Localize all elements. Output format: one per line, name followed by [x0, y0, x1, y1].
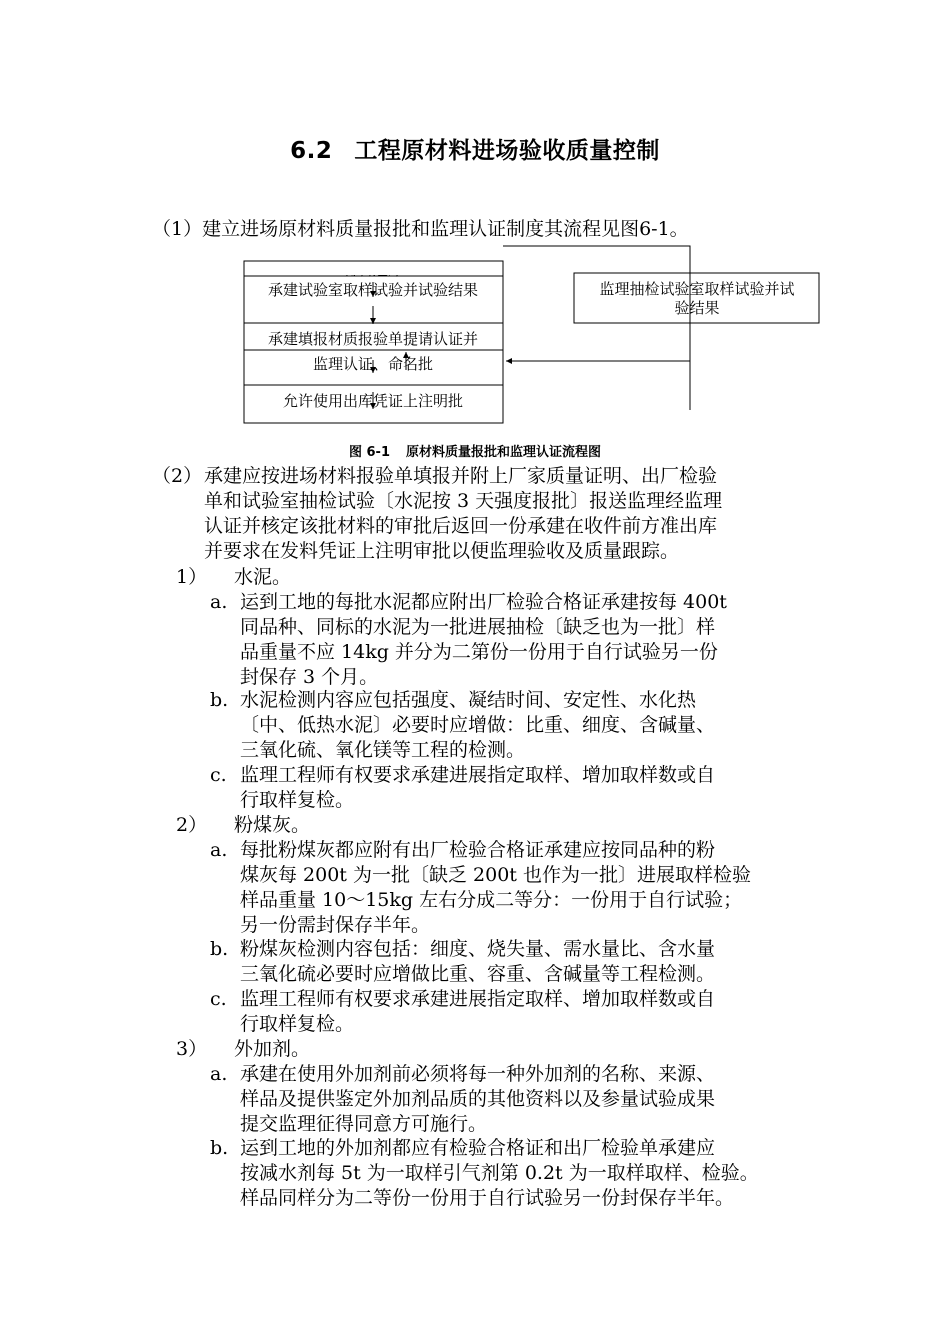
paragraph-line: 单和试验室抽检试验〔水泥按 3 天强度报批〕报送监理经监理 [204, 490, 723, 512]
item-line: 粉煤灰检测内容包括：细度、烧失量、需水量比、含水量 [240, 938, 716, 960]
item-text [240, 987, 840, 1037]
item-line: 样品及提供鉴定外加剂品质的其他资料以及参量试验成果 [240, 1088, 716, 1110]
subsection-label: 1） [176, 566, 208, 588]
item-line: 行取样复检。 [240, 1013, 355, 1035]
flow-text-supervisor-sample-1: 监理抽检试验室取样试验并试 [599, 280, 795, 298]
item-line: 煤灰每 200t 为一批〔缺乏 200t 也作为一批〕进展取样检验 [240, 864, 751, 886]
item-text [240, 937, 840, 987]
item-label: a. [210, 591, 228, 613]
item-text [240, 590, 840, 690]
item-line: 封保存 3 个月。 [240, 666, 379, 688]
paragraph-line: 并要求在发料凭证上注明审批以便监理验收及质量跟踪。 [204, 540, 680, 562]
section-number: 6.2 [290, 138, 333, 164]
item-line: 三氧化硫、氧化镁等工程的检测。 [240, 739, 526, 761]
figure-number: 图 6-1 [348, 445, 390, 460]
item-line: 运到工地的每批水泥都应附出厂检验合格证承建按每 400t [240, 591, 727, 613]
item-label: a. [210, 1063, 228, 1085]
flow-connector-top [503, 246, 690, 410]
item-line: 每批粉煤灰都应附有出厂检验合格证承建应按同品种的粉 [240, 839, 716, 861]
item-line: 监理工程师有权要求承建进展指定取样、增加取样数或自 [240, 764, 716, 786]
paragraph-2-body [204, 464, 824, 564]
flowchart [0, 0, 950, 440]
item-line: 样品重量 10～15kg 左右分成二等分：一份用于自行试验； [240, 889, 743, 911]
item-text [240, 838, 840, 938]
flow-text-contractor-test: 承建试验室取样试验并试验结果 [267, 281, 479, 299]
item-text [240, 763, 840, 813]
item-line: 同品种、同标的水泥为一批进展抽检〔缺乏也为一批〕样 [240, 616, 716, 638]
item-line: 行取样复检。 [240, 789, 355, 811]
subsection-admixture [176, 1037, 310, 1062]
item-line: 运到工地的外加剂都应有检验合格证和出厂检验单承建应 [240, 1137, 716, 1159]
figure-title: 原材料质量报批和监理认证流程图 [406, 445, 602, 460]
item-line: 〔中、低热水泥〕必要时应增做：比重、细度、含碱量、 [240, 714, 716, 736]
item-label: b. [210, 689, 229, 711]
item-line: 水泥检测内容应包括强度、凝结时间、安定性、水化热 [240, 689, 697, 711]
item-label: c. [210, 988, 227, 1010]
item-label: b. [210, 938, 229, 960]
item-line: 按减水剂每 5t 为一取样引气剂第 0.2t 为一取样取样、检验。 [240, 1162, 759, 1184]
paragraph-2-lead: （2） [152, 465, 203, 487]
item-text [240, 1062, 840, 1137]
item-line: 监理工程师有权要求承建进展指定取样、增加取样数或自 [240, 988, 716, 1010]
subsection-label: 2） [176, 814, 208, 836]
item-label: b. [210, 1137, 229, 1159]
flow-text-contractor-report: 承建填报材质报验单提请认证并 [267, 330, 479, 348]
subsection-label: 3） [176, 1038, 208, 1060]
item-line: 品重量不应 14kg 并分为二第份一份用于自行试验另一份 [240, 641, 718, 663]
item-text [240, 1136, 840, 1211]
subsection-title: 外加剂。 [234, 1038, 311, 1060]
flow-text-supervisor-sample-2: 验结果 [674, 299, 720, 317]
flow-text-supervisor-certify: 监理认证、命名批 [312, 355, 434, 373]
subsection-title: 粉煤灰。 [234, 814, 311, 836]
item-line: 提交监理征得同意方可施行。 [240, 1113, 488, 1135]
intro-paragraph: （1）建立进场原材料质量报批和监理认证制度其流程见图6-1。 [152, 218, 689, 240]
item-line: 承建在使用外加剂前必须将每一种外加剂的名称、来源、 [240, 1063, 716, 1085]
section-title: 工程原材料进场验收质量控制 [354, 138, 660, 164]
paragraph-line: 承建应按进场材料报验单填报并附上厂家质量证明、出厂检验 [204, 465, 718, 487]
item-line: 样品同样分为二等份一份用于自行试验另一份封保存半年。 [240, 1187, 735, 1209]
item-line: 三氧化硫必要时应增做比重、容重、含碱量等工程检测。 [240, 963, 716, 985]
figure-caption [0, 441, 950, 460]
subsection-cement [176, 565, 291, 590]
flow-text-release: 允许使用出库凭证上注明批 [282, 392, 464, 410]
subsection-title: 水泥。 [234, 566, 292, 588]
item-label: a. [210, 839, 228, 861]
item-label: c. [210, 764, 227, 786]
item-line: 另一份需封保存半年。 [240, 914, 431, 936]
subsection-fly-ash [176, 813, 310, 838]
paragraph-line: 认证并核定该批材料的审批后返回一份承建在收件前方准出库 [204, 515, 718, 537]
item-text [240, 688, 840, 763]
